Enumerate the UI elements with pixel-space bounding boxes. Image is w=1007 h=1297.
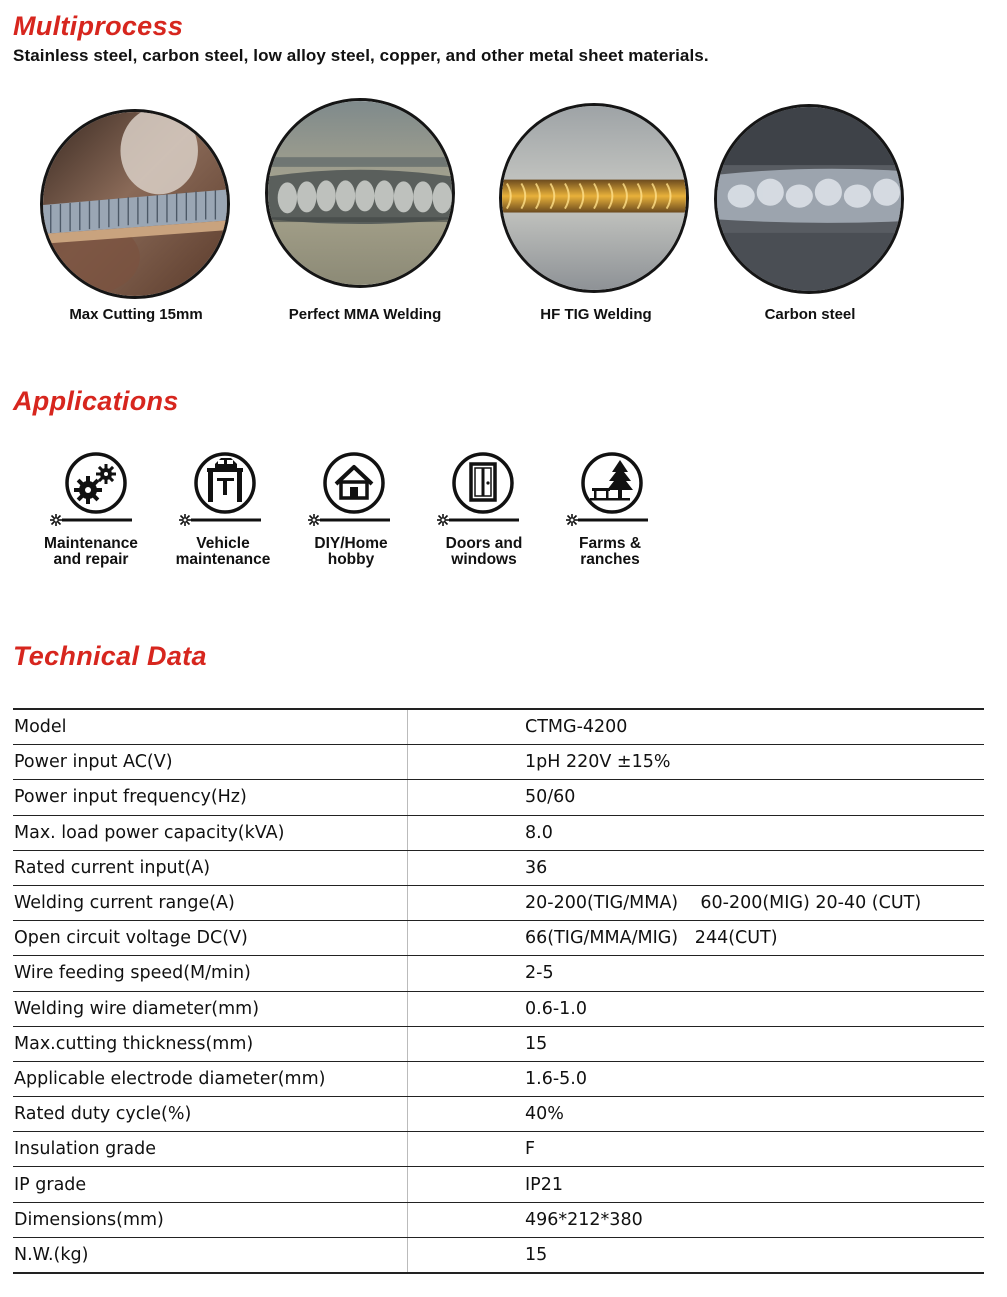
table-row [13,780,984,815]
table-row [13,1097,984,1132]
spec-value: 20-200(TIG/MMA) 60-200(MIG) 20-40 (CUT) [408,885,985,920]
tig-weld-photo [499,103,689,293]
table-row [13,850,984,885]
app-label-line2: and repair [53,551,129,568]
table-row [13,1202,984,1237]
tree-bench-icon [564,450,654,530]
technical-data-title: Technical Data [13,641,207,671]
spec-label: Model [13,709,408,745]
spec-label: N.W.(kg) [13,1237,408,1273]
multiprocess-title: Multiprocess [13,11,184,41]
spec-value: 1pH 220V ±15% [408,745,985,780]
app-farms [564,450,696,530]
technical-data-table [13,708,984,1274]
spec-label: IP grade [13,1167,408,1202]
spec-label: Power input AC(V) [13,745,408,780]
app-label-line1: Farms & [578,535,642,552]
spec-value: 15 [408,1026,985,1061]
app-label-line2: maintenance [175,551,271,568]
spec-label: Applicable electrode diameter(mm) [13,1061,408,1096]
caption-carbon-steel: Carbon steel [764,306,856,323]
cut-edge-photo [40,109,230,299]
spec-label: Insulation grade [13,1132,408,1167]
spec-label: Wire feeding speed(M/min) [13,956,408,991]
app-maintenance [48,450,180,530]
spec-value: 40% [408,1097,985,1132]
spec-label: Power input frequency(Hz) [13,780,408,815]
spec-value: 36 [408,850,985,885]
table-row [13,1167,984,1202]
app-label-line2: ranches [580,551,640,568]
spec-value: 2-5 [408,956,985,991]
car-lift-icon [177,450,267,530]
house-icon [306,450,396,530]
spec-label: Dimensions(mm) [13,1202,408,1237]
spec-value: IP21 [408,1167,985,1202]
app-label-line2: hobby [327,551,375,568]
applications-title: Applications [13,386,179,416]
app-label-line1: Vehicle [196,535,250,552]
app-doors-windows [435,450,567,530]
mma-weld-photo [265,98,455,288]
spec-value: 8.0 [408,815,985,850]
table-row [13,1026,984,1061]
table-row [13,956,984,991]
app-diy-home [306,450,438,530]
table-row [13,1132,984,1167]
spec-label: Welding current range(A) [13,885,408,920]
carbon-steel-photo [714,104,904,294]
app-label-line1: Doors and [445,535,523,552]
spec-value: F [408,1132,985,1167]
spec-label: Welding wire diameter(mm) [13,991,408,1026]
spec-label: Rated current input(A) [13,850,408,885]
table-row [13,745,984,780]
spec-label: Rated duty cycle(%) [13,1097,408,1132]
table-row [13,815,984,850]
table-row [13,885,984,920]
app-label-line1: Maintenance [44,535,138,552]
spec-value: 0.6-1.0 [408,991,985,1026]
app-vehicle [177,450,309,530]
app-label-farms [535,536,685,568]
spec-value: 50/60 [408,780,985,815]
caption-mma: Perfect MMA Welding [288,306,442,323]
spec-value: CTMG-4200 [408,709,985,745]
spec-value: 496*212*380 [408,1202,985,1237]
table-row [13,1061,984,1096]
multiprocess-subtitle: Stainless steel, carbon steel, low alloy steel, copper, and other metal sheet materials. [13,46,709,65]
spec-label: Open circuit voltage DC(V) [13,921,408,956]
spec-label: Max.cutting thickness(mm) [13,1026,408,1061]
spec-value: 1.6-5.0 [408,1061,985,1096]
app-label-line2: windows [451,551,517,568]
table-row [13,991,984,1026]
table-row [13,1237,984,1273]
gears-icon [48,450,138,530]
spec-value: 15 [408,1237,985,1273]
spec-label: Max. load power capacity(kVA) [13,815,408,850]
app-label-diy [276,536,426,568]
table-row [13,709,984,745]
caption-cutting: Max Cutting 15mm [69,306,203,323]
door-icon [435,450,525,530]
caption-tig: HF TIG Welding [540,306,652,323]
table-row [13,921,984,956]
spec-value: 66(TIG/MMA/MIG) 244(CUT) [408,921,985,956]
app-label-line1: DIY/Home [314,535,388,552]
app-label-maintenance [16,536,166,568]
